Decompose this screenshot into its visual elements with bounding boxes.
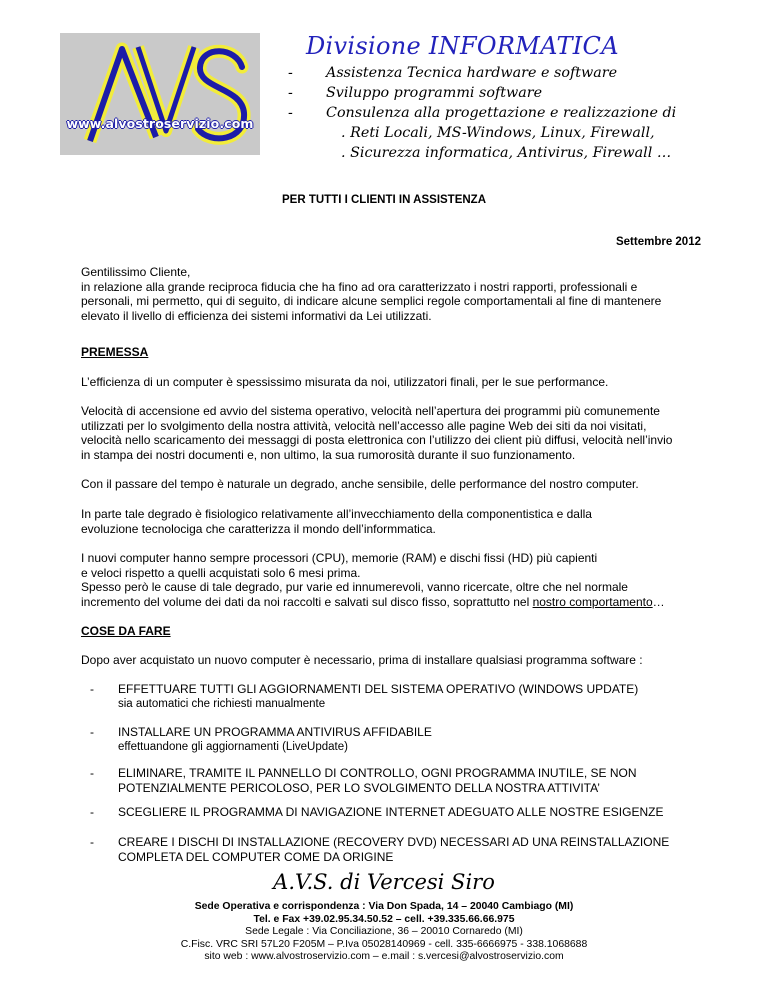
intro-line: personali, mi permetto, qui di seguito, di indicare alcune semplici regole comportamentali al fine di mantenere	[81, 294, 662, 308]
premessa-line: I nuovi computer hanno sempre processori (CPU), memorie (RAM) e dischi fissi (HD) più capienti	[81, 551, 598, 565]
premessa-paragraph: Con il passare del tempo è naturale un degrado, anche sensibile, delle performance del nostro computer.	[81, 477, 639, 491]
avs-logo-graphic	[60, 33, 260, 155]
cose-da-fare-intro: Dopo aver acquistato un nuovo computer è necessario, prima di installare qualsiasi programma software :	[81, 653, 643, 667]
premessa-line: utilizzati per lo svolgimento della nostra attività, velocità nell’accesso alle pagine Web dei siti da noi visitati,	[81, 418, 647, 433]
list-dash: -	[90, 805, 94, 819]
footer-company-name: A.V.S. di Vercesi Siro	[273, 870, 495, 894]
list-item: ELIMINARE, TRAMITE IL PANNELLO DI CONTROLLO, OGNI PROGRAMMA INUTILE, SE NON POTENZIALMENTE PERICOLOSO, PER LO SVOLGIMENTO DELLA NOSTRA ATTIVITA’	[118, 766, 637, 795]
service-subitem: . Reti Locali, MS-Windows, Linux, Firewall,	[341, 125, 655, 141]
list-dash: -	[90, 766, 94, 780]
list-dash: -	[90, 682, 94, 696]
services-list	[288, 63, 676, 163]
list-item: INSTALLARE UN PROGRAMMA ANTIVIRUS AFFIDABILE effettuandone gli aggiornamenti (LiveUpdate)	[118, 725, 432, 753]
footer-tax-line: C.Fisc. VRC SRI 57L20 F205M – P.Iva 05028140969 - cell. 335-6666975 - 338.1068688	[180, 938, 588, 950]
premessa-line: e veloci rispetto a quelli acquistati solo 6 mesi prima.	[81, 565, 361, 580]
premessa-line: Velocità di accensione ed avvio del sistema operativo, velocità nell’apertura dei programmi più comunemente	[81, 404, 660, 418]
service-item: - Consulenza alla progettazione e realizzazione di	[288, 105, 677, 121]
footer-web-line: sito web : www.alvostroservizio.com – e.mail : s.vercesi@alvostroservizio.com	[204, 951, 564, 962]
section-title-premessa: PREMESSA	[81, 345, 149, 359]
intro-line: Gentilissimo Cliente,	[81, 265, 191, 279]
section-title-cose-da-fare: COSE DA FARE	[81, 624, 171, 638]
footer-address-line: Sede Operativa e corrispondenza : Via Don Spada, 14 – 20040 Cambiago (MI)	[194, 901, 574, 912]
premessa-paragraph: L’efficienza di un computer è spessissimo misurata da noi, utilizzatori finali, per le sue performance.	[81, 375, 609, 389]
premessa-line: In parte tale degrado è fisiologico relativamente all’invecchiamento della componentistica e dalla	[81, 507, 592, 521]
footer-legal-address: Sede Legale : Via Conciliazione, 36 – 20010 Cornaredo (MI)	[245, 926, 523, 937]
service-subitem: . Sicurezza informatica, Antivirus, Firewall …	[341, 145, 672, 161]
footer-phone-line: Tel. e Fax +39.02.95.34.50.52 – cell. +39.335.66.66.975	[253, 913, 515, 925]
intro-line: elevato il livello di efficienza dei sistemi informativi da Lei utilizzati.	[81, 308, 432, 323]
list-dash: -	[90, 725, 94, 739]
list-dash: -	[90, 835, 94, 849]
service-item: - Assistenza Tecnica hardware e software	[288, 65, 618, 81]
list-item: SCEGLIERE IL PROGRAMMA DI NAVIGAZIONE INTERNET ADEGUATO ALLE NOSTRE ESIGENZE	[118, 805, 664, 819]
premessa-line: velocità nello scaricamento dei messaggi di posta elettronica con l’utilizzo dei client più diffusi, velocità nell’invio	[81, 433, 673, 447]
premessa-line: incremento del volume dei dati da noi raccolti e salvati sul disco fisso, soprattutto nel nostro comportamento…	[81, 594, 665, 609]
document-heading: PER TUTTI I CLIENTI IN ASSISTENZA	[281, 194, 487, 206]
intro-line: in relazione alla grande reciproca fiducia che ha fino ad ora caratterizzato i nostri rapporti, professionali e	[81, 279, 638, 294]
logo-url-text: www.alvostroservizio.com	[66, 116, 254, 131]
underlined-phrase: nostro comportamento	[532, 594, 653, 609]
company-logo	[60, 33, 260, 155]
list-item: CREARE I DISCHI DI INSTALLAZIONE (RECOVERY DVD) NECESSARI AD UNA REINSTALLAZIONE COMPLETA DEL COMPUTER COME DA ORIGINE	[118, 835, 670, 864]
premessa-line: evoluzione tecnolociga che caratterizza il mondo dell’informmatica.	[81, 521, 436, 536]
premessa-line: in stampa dei nostri documenti e, non ultimo, la sua rumorosità durante il suo funzionamento.	[81, 447, 576, 462]
premessa-line: Spesso però le cause di tale degrado, pur varie ed innumerevoli, vanno ricercate, oltre che nel normale	[81, 580, 628, 594]
service-item: - Sviluppo programmi software	[288, 85, 543, 101]
document-date: Settembre 2012	[615, 236, 701, 248]
list-item: EFFETTUARE TUTTI GLI AGGIORNAMENTI DEL SISTEMA OPERATIVO (WINDOWS UPDATE) sia automatici che richiesti manualmente	[118, 682, 639, 710]
division-title: Divisione INFORMATICA	[306, 32, 619, 60]
